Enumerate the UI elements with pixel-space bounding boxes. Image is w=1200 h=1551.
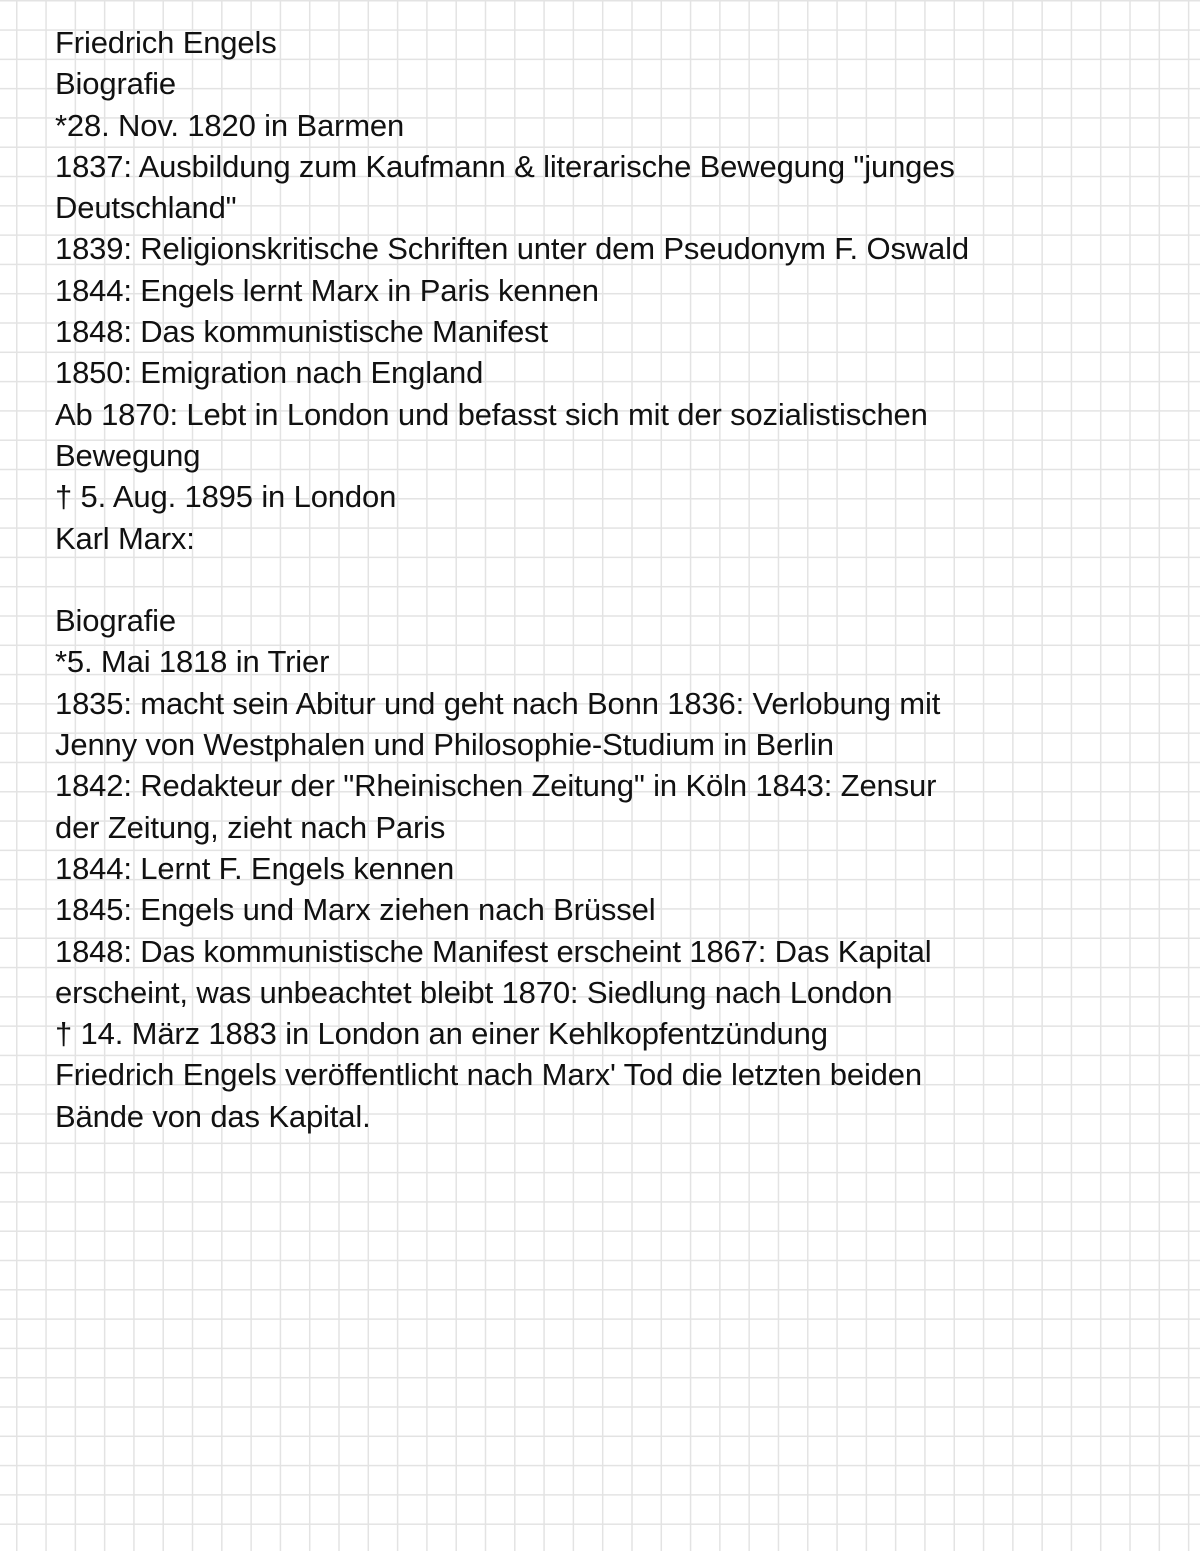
text-line: 1848: Das kommunistische Manifest erscheint 1867: Das Kapital — [55, 933, 932, 969]
text-line: Ab 1870: Lebt in London und befasst sich mit der sozialistischen — [55, 396, 928, 432]
engels-death: † 5. Aug. 1895 in London — [55, 479, 397, 515]
text-line: 1850: Emigration nach England — [55, 355, 484, 391]
text-line: Friedrich Engels veröffentlicht nach Marx' Tod die letzten beiden — [55, 1057, 922, 1093]
text-line: Deutschland" — [55, 190, 237, 226]
marx-death: † 14. März 1883 in London an einer Kehlkopfentzündung — [55, 1016, 828, 1052]
text-line: 1844: Engels lernt Marx in Paris kennen — [55, 272, 599, 308]
text-line: 1837: Ausbildung zum Kaufmann & literarische Bewegung "junges — [55, 148, 955, 184]
text-line: 1835: macht sein Abitur und geht nach Bonn 1836: Verlobung mit — [55, 685, 941, 721]
engels-birth: *28. Nov. 1820 in Barmen — [55, 107, 405, 143]
text-line: der Zeitung, zieht nach Paris — [55, 809, 446, 845]
text-line: 1839: Religionskritische Schriften unter dem Pseudonym F. Oswald — [55, 231, 969, 267]
text-line: 1842: Redakteur der "Rheinischen Zeitung" in Köln 1843: Zensur — [55, 768, 937, 804]
text-line: erscheint, was unbeachtet bleibt 1870: Siedlung nach London — [55, 974, 893, 1010]
text-line: 1848: Das kommunistische Manifest — [55, 314, 548, 350]
text-line: 1844: Lernt F. Engels kennen — [55, 850, 455, 886]
heading-marx: Karl Marx: — [55, 520, 195, 556]
blank-line — [55, 559, 1165, 600]
text-line: 1845: Engels und Marx ziehen nach Brüssel — [55, 892, 656, 928]
text-line: Bände von das Kapital. — [55, 1098, 371, 1134]
text-line: Bewegung — [55, 437, 201, 473]
note-text-body — [55, 22, 1165, 1137]
heading-engels: Friedrich Engels — [55, 25, 277, 60]
text-line: Jenny von Westphalen und Philosophie-Studium in Berlin — [55, 727, 834, 763]
subheading-biografie-marx: Biografie — [55, 603, 177, 639]
marx-birth: *5. Mai 1818 in Trier — [55, 644, 330, 680]
subheading-biografie-engels: Biografie — [55, 66, 177, 102]
